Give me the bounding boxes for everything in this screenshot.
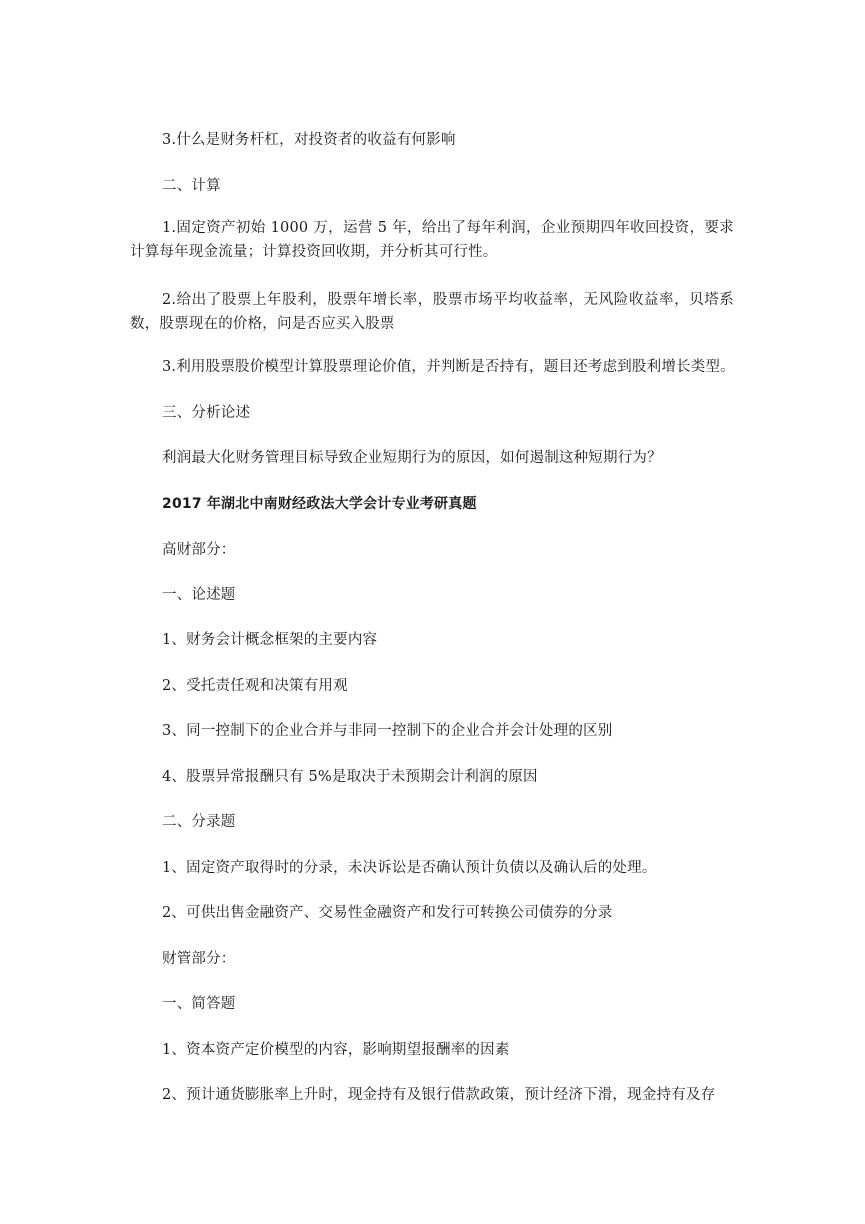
short-answer-question-2: 2、预计通货膨胀率上升时，现金持有及银行借款政策，预计经济下滑，现金持有及存 [162,1087,716,1103]
advanced-accounting-heading: 高财部分： [162,542,236,558]
section-heading-calculation: 二、计算 [162,178,221,194]
short-answer-question-1: 1、资本资产定价模型的内容，影响期望报酬率的因素 [162,1042,510,1058]
short-answer-section-heading: 一、简答题 [162,996,236,1012]
journal-entry-question-2: 2、可供出售金融资产、交易性金融资产和发行可转换公司债券的分录 [162,905,613,921]
essay-question-4: 4、股票异常报酬只有 5%是取决于未预期会计利润的原因 [162,769,538,785]
exam-title-2017: 2017 年湖北中南财经政法大学会计专业考研真题 [162,496,477,512]
calc-question-3: 3.利用股票股价模型计算股票理论价值，并判断是否持有，题目还考虑到股利增长类型。 [162,359,735,375]
section-heading-analysis: 三、分析论述 [162,405,251,421]
essay-question-2: 2、受托责任观和决策有用观 [162,678,348,694]
essay-section-heading: 一、论述题 [162,587,236,603]
calc-question-1: 1.固定资产初始 1000 万，运营 5 年，给出了每年利润，企业预期四年收回投资，要求计算每年现金流量；计算投资回收期，并分析其可行性。 [130,220,734,260]
analysis-question: 利润最大化财务管理目标导致企业短期行为的原因，如何遏制这种短期行为？ [162,450,662,466]
calc-question-2: 2.给出了股票上年股利，股票年增长率，股票市场平均收益率，无风险收益率，贝塔系数，股票现在的价格，问是否应买入股票 [130,292,734,332]
question-3-financial-leverage: 3.什么是财务杆杠，对投资者的收益有何影响 [162,132,456,148]
journal-entry-section-heading: 二、分录题 [162,814,236,830]
essay-question-1: 1、财务会计概念框架的主要内容 [162,632,378,648]
essay-question-3: 3、同一控制下的企业合并与非同一控制下的企业合并会计处理的区别 [162,723,613,739]
financial-management-heading: 财管部分： [162,951,236,967]
journal-entry-question-1: 1、固定资产取得时的分录，未决诉讼是否确认预计负债以及确认后的处理。 [162,860,657,876]
